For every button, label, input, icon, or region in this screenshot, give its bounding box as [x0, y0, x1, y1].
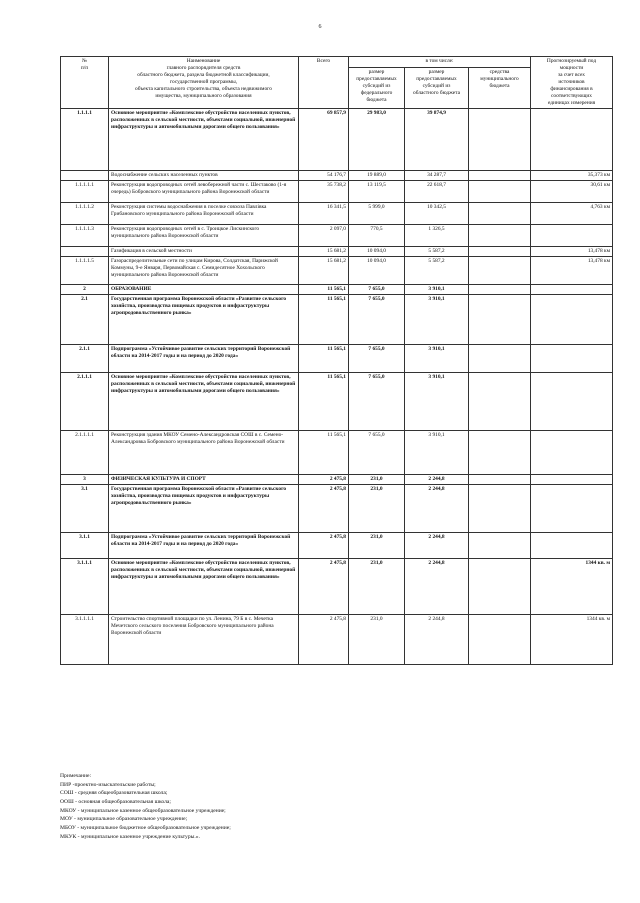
table-body — [61, 109, 613, 665]
row-regional: 2 244,8 — [405, 615, 469, 665]
row-capacity: 13,478 км — [531, 247, 613, 257]
header-including: в том числе: — [349, 57, 531, 68]
row-number: 2.1.1 — [61, 345, 109, 373]
row-federal: 5 999,0 — [349, 203, 405, 225]
row-regional: 22 618,7 — [405, 181, 469, 203]
row-capacity — [531, 285, 613, 295]
row-total: 2 475,8 — [299, 485, 349, 533]
row-capacity — [531, 431, 613, 475]
table-row — [61, 475, 613, 485]
row-name: Реконструкция здания МКОУ Семено-Александровская СОШ в с. Семено-Александровка Бобровского муниципального района Воронежской области — [109, 431, 299, 475]
table-header — [61, 57, 613, 109]
row-federal: 231,0 — [349, 615, 405, 665]
row-regional: 2 244,8 — [405, 533, 469, 559]
row-municipal — [469, 431, 531, 475]
row-municipal — [469, 203, 531, 225]
row-municipal — [469, 285, 531, 295]
header-regional: размер предоставляемых субсидий из областного бюджета — [405, 67, 469, 108]
row-number: 1.1.1.1.1 — [61, 181, 109, 203]
row-federal: 231,0 — [349, 533, 405, 559]
row-federal: 10 094,0 — [349, 257, 405, 285]
header-total: Всего — [299, 57, 349, 109]
row-number — [61, 171, 109, 181]
row-municipal — [469, 615, 531, 665]
table-row — [61, 373, 613, 431]
row-federal: 7 655,0 — [349, 431, 405, 475]
row-regional: 3 910,1 — [405, 373, 469, 431]
row-federal: 29 983,0 — [349, 109, 405, 171]
row-federal: 19 889,0 — [349, 171, 405, 181]
table-row — [61, 559, 613, 615]
row-federal: 231,0 — [349, 475, 405, 485]
row-total: 11 565,1 — [299, 285, 349, 295]
note-item: МКОУ - муниципальное казенное общеобразовательное учреждение; — [60, 807, 226, 814]
row-number: 2.1.1.1 — [61, 373, 109, 431]
row-total: 11 565,1 — [299, 295, 349, 345]
row-capacity: 4,763 км — [531, 203, 613, 225]
table-row — [61, 285, 613, 295]
table-row — [61, 171, 613, 181]
row-capacity — [531, 225, 613, 247]
row-number: 1.1.1.1 — [61, 109, 109, 171]
row-total: 2 475,8 — [299, 533, 349, 559]
row-federal: 10 094,0 — [349, 247, 405, 257]
table-row — [61, 257, 613, 285]
row-total: 69 857,9 — [299, 109, 349, 171]
row-regional: 1 326,5 — [405, 225, 469, 247]
row-name: Государственная программа Воронежской области «Развитие сельского хозяйства, производства пищевых продуктов и инфраструктуры агропродовольственного рынка» — [109, 485, 299, 533]
row-name: ФИЗИЧЕСКАЯ КУЛЬТУРА И СПОРТ — [109, 475, 299, 485]
row-capacity — [531, 533, 613, 559]
table-row — [61, 247, 613, 257]
row-name: Основное мероприятие «Комплексное обустройство населенных пунктов, расположенных в сельской местности, объектами социальной, инженерной инфраструктуры и автомобильными дорогами общего пользования» — [109, 559, 299, 615]
row-total: 2 097,0 — [299, 225, 349, 247]
header-capacity: Прогнозируемый под мощности за счет всех источников финансирования в соответствующих единицах измерения — [531, 57, 613, 109]
row-total: 2 475,8 — [299, 615, 349, 665]
row-name: Реконструкция водопроводных сетей левобережной части с. Шестаково (1-я очередь) Бобровского муниципального района Воронежской области — [109, 181, 299, 203]
row-regional: 2 244,8 — [405, 485, 469, 533]
row-name: Водоснабжение сельских населенных пунктов — [109, 171, 299, 181]
table-row — [61, 203, 613, 225]
row-capacity — [531, 109, 613, 171]
row-name: Строительство спортивной площадки по ул. Ленина, 79 Б в с. Мечетка Мечетского сельского поселения Бобровского муниципального района Воронежской области — [109, 615, 299, 665]
row-total: 2 475,8 — [299, 559, 349, 615]
row-name: Государственная программа Воронежской области «Развитие сельского хозяйства, производства пищевых продуктов и инфраструктуры агропродовольственного рынка» — [109, 295, 299, 345]
row-capacity — [531, 485, 613, 533]
row-regional: 3 910,1 — [405, 431, 469, 475]
objects-table — [60, 56, 613, 665]
row-regional: 10 342,5 — [405, 203, 469, 225]
row-regional: 3 910,1 — [405, 295, 469, 345]
row-number: 2 — [61, 285, 109, 295]
table-row — [61, 225, 613, 247]
row-federal: 7 655,0 — [349, 295, 405, 345]
notes-section — [60, 772, 620, 841]
table-row — [61, 295, 613, 345]
row-name: Реконструкция водопроводных сетей в с. Троицкое Лискинского муниципального района Воронежской области — [109, 225, 299, 247]
row-total: 54 176,7 — [299, 171, 349, 181]
row-capacity — [531, 475, 613, 485]
row-number — [61, 247, 109, 257]
notes-title: Примечание: — [60, 773, 92, 779]
row-total: 11 565,1 — [299, 345, 349, 373]
row-name: Основное мероприятие «Комплексное обустройство населенных пунктов, расположенных в сельской местности, объектами социальной, инженерной инфраструктуры и автомобильными дорогами общего пользования» — [109, 373, 299, 431]
row-regional: 2 244,8 — [405, 559, 469, 615]
row-capacity: 30,61 км — [531, 181, 613, 203]
row-municipal — [469, 475, 531, 485]
row-municipal — [469, 171, 531, 181]
row-municipal — [469, 345, 531, 373]
row-number: 3.1 — [61, 485, 109, 533]
row-total: 15 681,2 — [299, 257, 349, 285]
row-total: 16 341,5 — [299, 203, 349, 225]
row-name: Подпрограмма «Устойчивое развитие сельских территорий Воронежской области на 2014-2017 годы и на период до 2020 года» — [109, 533, 299, 559]
row-capacity: 13,478 км — [531, 257, 613, 285]
row-total: 11 565,1 — [299, 373, 349, 431]
table-row — [61, 533, 613, 559]
table-row — [61, 431, 613, 475]
row-regional: 34 287,7 — [405, 171, 469, 181]
row-municipal — [469, 559, 531, 615]
row-number: 1.1.1.1.5 — [61, 257, 109, 285]
row-regional: 2 244,8 — [405, 475, 469, 485]
table-row — [61, 615, 613, 665]
notes-list — [60, 781, 620, 842]
row-total: 2 475,8 — [299, 475, 349, 485]
table-row — [61, 345, 613, 373]
row-federal: 13 119,5 — [349, 181, 405, 203]
row-municipal — [469, 295, 531, 345]
row-regional: 3 910,1 — [405, 345, 469, 373]
header-name: Наименование главного распорядителя средств областного бюджета, раздела бюджетной классификации, государственной программы, объекта капитального строительства, объекта недвижимого имущества, муниципального образования — [109, 57, 299, 109]
row-name: Газораспределительные сети по улицам Кирова, Солдатская, Парижской Коммуны, 9-е Января, Первомайская с. Семидесятное Хохольского муниципального района Воронежской области — [109, 257, 299, 285]
row-capacity — [531, 295, 613, 345]
row-regional: 39 874,9 — [405, 109, 469, 171]
row-municipal — [469, 181, 531, 203]
row-municipal — [469, 533, 531, 559]
row-name: Подпрограмма «Устойчивое развитие сельских территорий Воронежской области на 2014-2017 годы и на период до 2020 года» — [109, 345, 299, 373]
row-capacity: 1344 кв. м — [531, 559, 613, 615]
row-name: Газификация в сельской местности — [109, 247, 299, 257]
row-number: 3.1.1.1.1 — [61, 615, 109, 665]
table-row — [61, 485, 613, 533]
row-municipal — [469, 257, 531, 285]
row-total: 35 738,2 — [299, 181, 349, 203]
note-item: МОУ - муниципальное образовательное учреждение; — [60, 816, 188, 823]
row-federal: 770,5 — [349, 225, 405, 247]
row-municipal — [469, 225, 531, 247]
row-federal: 7 655,0 — [349, 373, 405, 431]
note-item: ПИР -проектно-изыскательские работы; — [60, 781, 156, 788]
row-capacity — [531, 345, 613, 373]
note-item: МБОУ - муниципальное бюджетное общеобразовательное учреждение; — [60, 824, 231, 831]
row-regional: 5 587,2 — [405, 257, 469, 285]
note-item: СОШ - средняя общеобразовательная школа; — [60, 790, 168, 797]
row-name: ОБРАЗОВАНИЕ — [109, 285, 299, 295]
row-total: 11 565,1 — [299, 431, 349, 475]
row-capacity: 1344 кв. м — [531, 615, 613, 665]
row-municipal — [469, 247, 531, 257]
row-municipal — [469, 485, 531, 533]
row-number: 1.1.1.1.2 — [61, 203, 109, 225]
row-municipal — [469, 109, 531, 171]
page-number: 6 — [318, 24, 322, 30]
row-name: Реконструкция системы водоснабжения в поселке совхоза Павлівка Грибановского муниципального района Воронежской области — [109, 203, 299, 225]
row-number: 3 — [61, 475, 109, 485]
row-federal: 7 655,0 — [349, 285, 405, 295]
row-federal: 231,0 — [349, 559, 405, 615]
row-regional: 3 910,1 — [405, 285, 469, 295]
header-no: № п/п — [61, 57, 109, 109]
row-municipal — [469, 373, 531, 431]
header-municipal: средства муниципального бюджета — [469, 67, 531, 108]
row-capacity: 35,373 км — [531, 171, 613, 181]
header-federal: размер предоставляемых субсидий из федерального бюджета — [349, 67, 405, 108]
row-capacity — [531, 373, 613, 431]
row-regional: 5 587,2 — [405, 247, 469, 257]
note-item: МКУК - муниципальное казенное учреждение культуры.». — [60, 833, 200, 840]
row-number: 2.1 — [61, 295, 109, 345]
table-row — [61, 109, 613, 171]
row-number: 1.1.1.1.3 — [61, 225, 109, 247]
row-number: 2.1.1.1.1 — [61, 431, 109, 475]
table-row — [61, 181, 613, 203]
note-item: ООШ - основная общеобразовательная школа; — [60, 798, 171, 805]
row-total: 15 681,2 — [299, 247, 349, 257]
row-name: Основное мероприятие «Комплексное обустройство населенных пунктов, расположенных в сельской местности, объектами социальной, инженерной инфраструктуры и автомобильными дорогами общего пользования» — [109, 109, 299, 171]
row-federal: 231,0 — [349, 485, 405, 533]
row-number: 3.1.1.1 — [61, 559, 109, 615]
row-number: 3.1.1 — [61, 533, 109, 559]
row-federal: 7 655,0 — [349, 345, 405, 373]
